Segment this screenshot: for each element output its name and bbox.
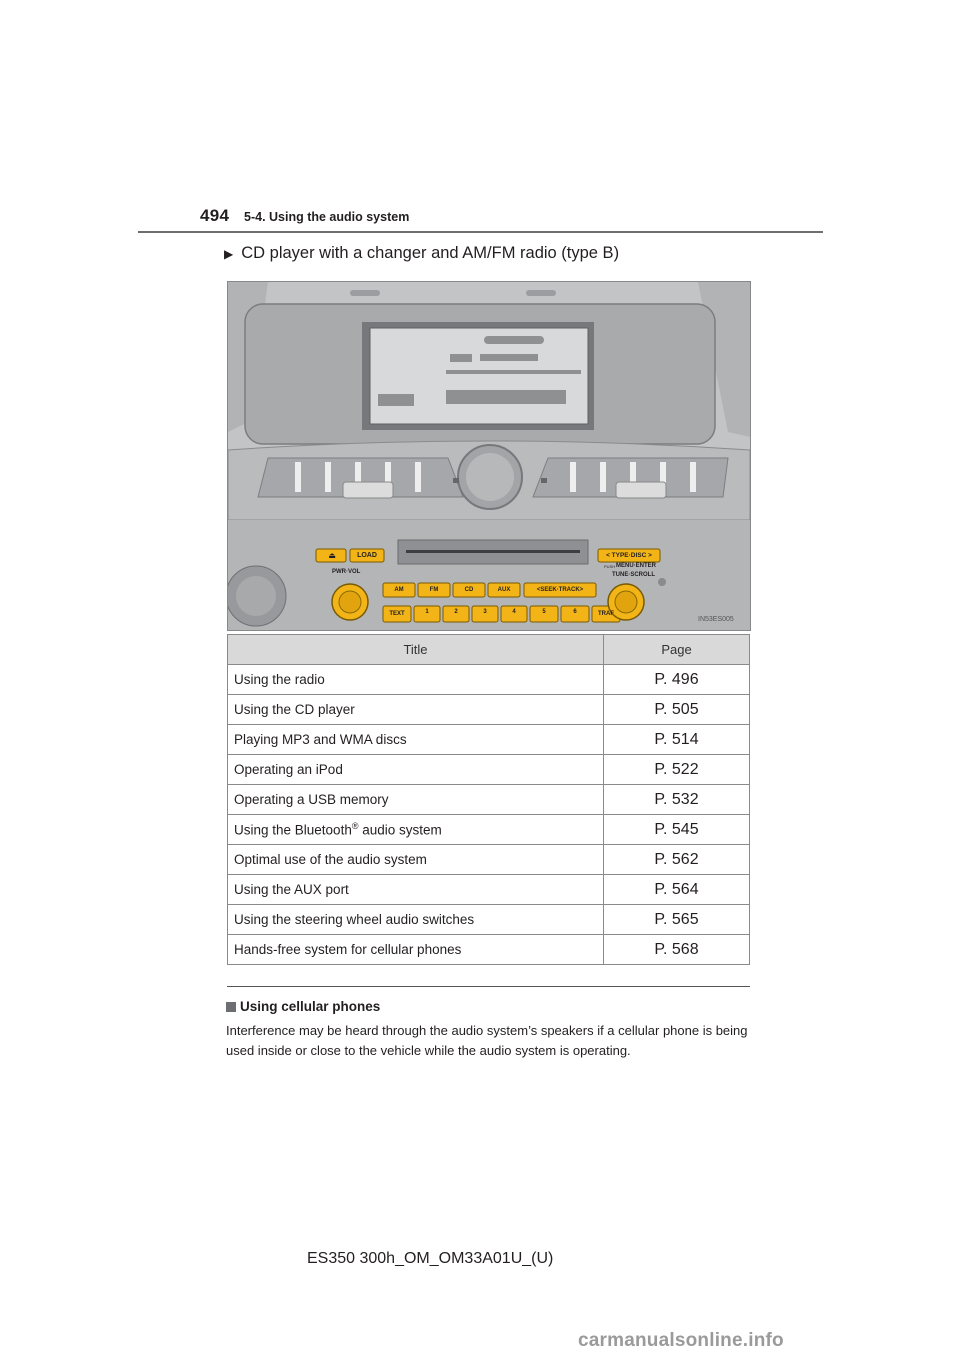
row-title-pre: Using the Bluetooth — [234, 822, 352, 838]
row-page: P. 545 — [604, 815, 750, 845]
row-title: Using the CD player — [228, 695, 604, 725]
preset-4-button: 4 — [512, 609, 516, 615]
table-row — [228, 725, 750, 755]
traf-button: TRAF — [598, 611, 614, 617]
col-title-header: Title — [228, 635, 604, 665]
row-title: Using the AUX port — [228, 875, 604, 905]
row-page: P. 496 — [604, 665, 750, 695]
audio-unit-illustration — [227, 281, 751, 631]
row-page: P. 532 — [604, 785, 750, 815]
text-button: TEXT — [389, 611, 405, 617]
note-heading — [226, 999, 380, 1014]
row-page: P. 565 — [604, 905, 750, 935]
table-row — [228, 845, 750, 875]
row-page: P. 522 — [604, 755, 750, 785]
note-divider — [227, 986, 750, 987]
table-row — [228, 665, 750, 695]
square-bullet-icon — [226, 1002, 236, 1012]
page-number: 494 — [200, 206, 230, 225]
subsection-heading — [224, 244, 619, 263]
preset-1-button: 1 — [425, 609, 429, 615]
preset-5-button: 5 — [542, 609, 546, 615]
row-page: P. 514 — [604, 725, 750, 755]
row-title: Using the steering wheel audio switches — [228, 905, 604, 935]
section-title: 5-4. Using the audio system — [244, 210, 410, 224]
header-divider — [138, 231, 823, 233]
fm-button: FM — [429, 587, 439, 593]
watermark: carmanualsonline.info — [578, 1330, 784, 1351]
row-title: Operating a USB memory — [228, 785, 604, 815]
preset-2-button: 2 — [454, 609, 458, 615]
row-title: Operating an iPod — [228, 755, 604, 785]
row-title: Hands-free system for cellular phones — [228, 935, 604, 965]
push-label: PUSH — [604, 564, 616, 569]
document-id: ES350 300h_OM_OM33A01U_(U) — [307, 1250, 554, 1267]
reference-table — [227, 634, 750, 965]
am-button: AM — [394, 587, 404, 593]
pwr-vol-label: PWR·VOL — [332, 569, 361, 575]
table-row — [228, 755, 750, 785]
illustration-code: IN53ES005 — [698, 616, 734, 623]
load-button: LOAD — [357, 552, 377, 559]
registered-mark: ® — [351, 821, 359, 832]
table-row — [228, 695, 750, 725]
row-page: P. 505 — [604, 695, 750, 725]
note-title: Using cellular phones — [240, 999, 381, 1014]
preset-6-button: 6 — [573, 609, 577, 615]
row-page: P. 562 — [604, 845, 750, 875]
row-title — [228, 815, 604, 845]
heading-text: CD player with a changer and AM/FM radio (type B) — [241, 244, 620, 262]
eject-icon: ⏏ — [328, 551, 336, 560]
row-title-post: audio system — [358, 822, 442, 838]
tune-scroll-label: TUNE·SCROLL — [612, 572, 655, 578]
aux-button: AUX — [497, 587, 511, 593]
table-row — [228, 905, 750, 935]
note-paragraph: Interference may be heard through the audio system’s speakers if a cellular phone is being used inside or close to the vehicle while the audio system is operating. — [226, 1023, 748, 1058]
row-title: Optimal use of the audio system — [228, 845, 604, 875]
table-row — [228, 815, 750, 845]
table-row — [228, 785, 750, 815]
row-title: Using the radio — [228, 665, 604, 695]
type-disc-button: < TYPE·DISC > — [606, 552, 652, 559]
col-page-header: Page — [604, 635, 750, 665]
row-page: P. 568 — [604, 935, 750, 965]
triangle-bullet-icon: ▶ — [224, 246, 234, 261]
menu-enter-label: MENU·ENTER — [616, 563, 656, 569]
row-title: Playing MP3 and WMA discs — [228, 725, 604, 755]
row-page: P. 564 — [604, 875, 750, 905]
seek-track-button: <SEEK·TRACK> — [536, 587, 584, 593]
table-row — [228, 935, 750, 965]
cd-button: CD — [464, 587, 474, 593]
preset-3-button: 3 — [483, 609, 487, 615]
table-row — [228, 875, 750, 905]
table-header-row — [228, 635, 750, 665]
